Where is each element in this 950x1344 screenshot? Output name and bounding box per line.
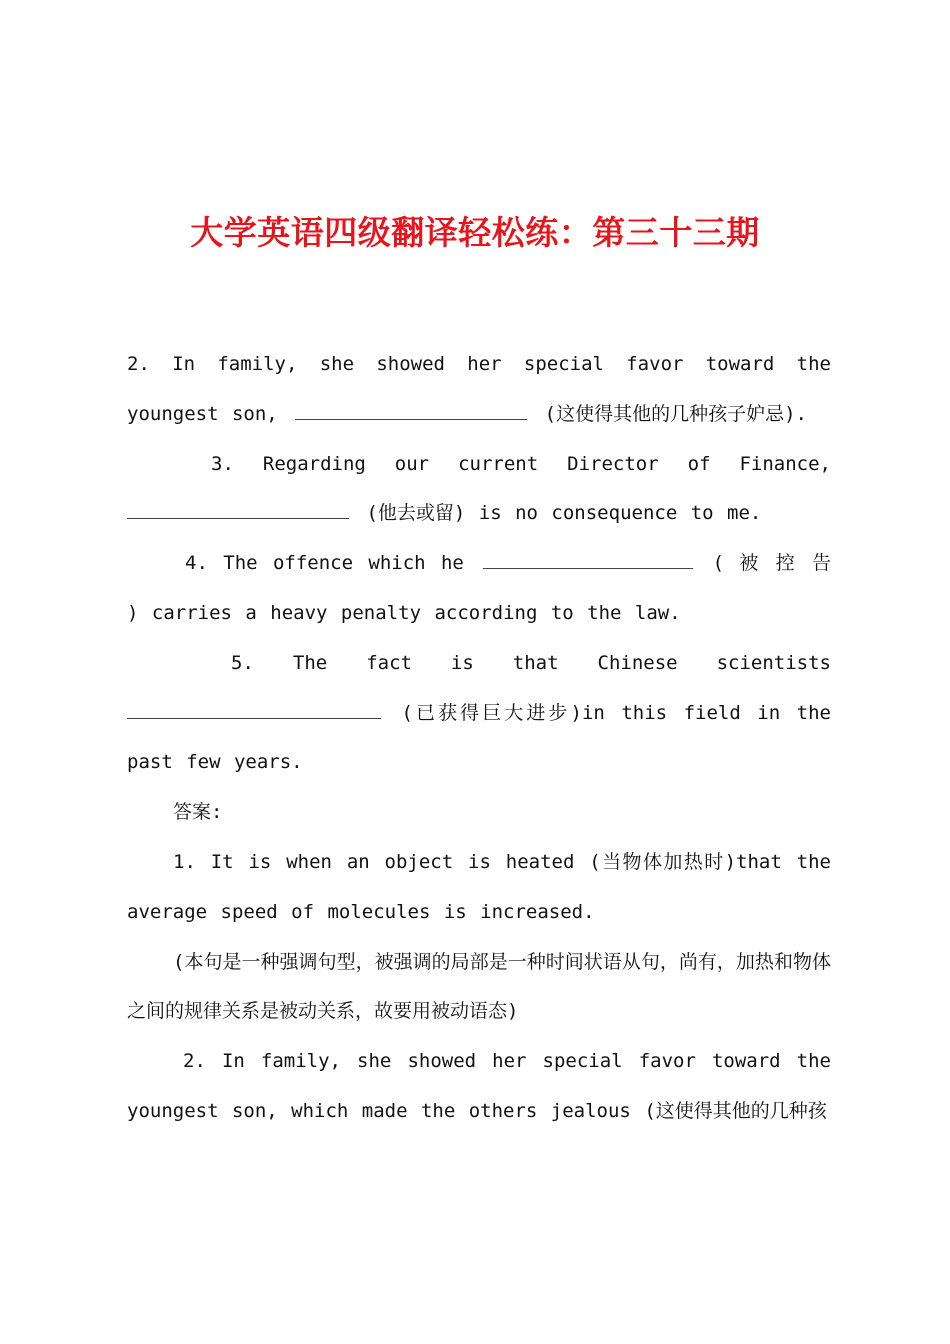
question-text-after: in this field in the past few years. (127, 701, 831, 774)
answer-2: 2. In family, she showed her special favor toward the youngest son, which made the others jealous (这使得其他的几种孩 (127, 1050, 831, 1122)
question-number: 2. (127, 353, 150, 375)
answer-blank (127, 503, 349, 519)
question-hint: (这使得其他的几种孩子妒忌). (544, 402, 807, 425)
question-5 (127, 639, 831, 788)
question-text: The offence which he (223, 552, 464, 575)
question-text: Regarding our current Director of Finance, (262, 452, 831, 475)
question-hint: ( 被 控 告 ) (127, 552, 831, 624)
question-2 (127, 340, 831, 440)
question-4 (127, 539, 831, 639)
question-number: 5. (231, 651, 254, 674)
answer-1-explanation: (本句是一种强调句型，被强调的局部是一种时间状语从句，尚有，加热和物体之间的规律关系是被动关系，故要用被动语态) (127, 950, 831, 1023)
question-hint: (已获得巨大进步) (401, 701, 582, 724)
document-body (127, 340, 831, 1137)
question-text-after: carries a heavy penalty according to the law. (151, 601, 681, 624)
answer-heading: 答案: (173, 801, 223, 824)
question-text: The fact is that Chinese scientists (292, 651, 831, 674)
answer-blank (295, 404, 527, 420)
question-text: In family, she showed her special favor toward the youngest son, (127, 353, 831, 425)
question-3 (127, 440, 831, 540)
question-text-after: is no consequence to me. (478, 502, 762, 525)
answer-blank (483, 553, 693, 569)
question-hint: (他去或留) (366, 502, 466, 525)
document-title: 大学英语四级翻译轻松练：第三十三期 (190, 213, 760, 252)
answer-1: 1. It is when an object is heated (当物体加热时)that the average speed of molecules is increased. (127, 850, 831, 923)
question-number: 4. (185, 552, 208, 575)
answer-blank (127, 703, 381, 719)
question-number: 3. (211, 452, 234, 475)
